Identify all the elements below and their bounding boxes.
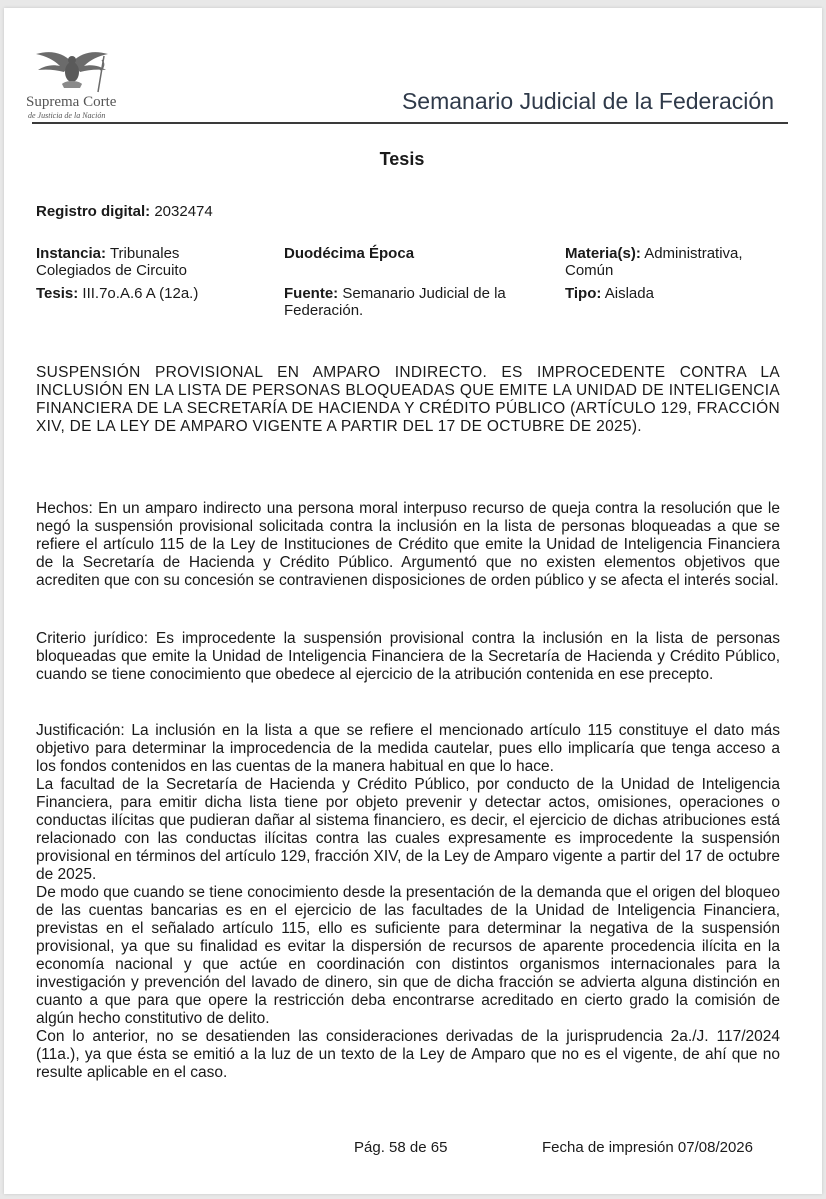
thesis-heading: SUSPENSIÓN PROVISIONAL EN AMPARO INDIRECTO. ES IMPROCEDENTE CONTRA LA INCLUSIÓN EN LA LISTA DE PERSONAS BLOQUEADAS QUE EMITE LA UNIDAD DE INTELIGENCIA FINANCIERA DE LA SECRETARÍA DE HACIENDA Y CRÉDITO PÚBLICO (ARTÍCULO 129, FRACCIÓN XIV, DE LA LEY DE AMPARO VIGENTE A PARTIR DEL 17 DE OCTUBRE DE 2025). xyxy=(36,364,780,435)
tesis-label: Tesis: xyxy=(36,285,79,302)
materia-label: Materia(s): xyxy=(565,245,641,262)
print-date: Fecha de impresión 07/08/2026 xyxy=(542,1139,753,1156)
epoca-field xyxy=(284,245,414,262)
instancia-field xyxy=(36,245,256,279)
paragraph-criterio: Criterio jurídico: Es improcedente la suspensión provisional contra la inclusión en la lista de personas bloqueadas que emite la Unidad de Inteligencia Financiera de la Secretaría de Hacienda y Crédito Público, cuando se tiene conocimiento que obedece al ejercicio de la atribución contenida en ese precepto. xyxy=(36,630,780,683)
paragraph-modo: De modo que cuando se tiene conocimiento desde la presentación de la demanda que el origen del bloqueo de las cuentas bancarias es en el ejercicio de las facultades de la Unidad de Inteligencia Financiera, previstas en el señalado artículo 115, ello es suficiente para determinar la negativa de la suspensión provisional, ya que su finalidad es evitar la dispersión de recursos de aparente procedencia ilícita en la economía nacional y que actúe en coordinación con distintos organismos internacionales para la investigación y prevención del lavado de dinero, sin que de dicha fracción se advierta alguna distinción en cuanto a que para que opere la restricción deba encontrarse acreditado en cierto grado la comisión de algún hecho constitutivo de delito. xyxy=(36,884,780,1027)
paragraph-conclusion: Con lo anterior, no se desatienden las consideraciones derivadas de la jurisprudencia 2a./J. 117/2024 (11a.), ya que ésta se emitió a la luz de un texto de la Ley de Amparo que no es el vigente, de ahí que no resulte aplicable en el caso. xyxy=(36,1028,780,1081)
page-number: Pág. 58 de 65 xyxy=(354,1139,448,1156)
materia-field xyxy=(565,245,795,279)
fuente-label: Fuente: xyxy=(284,285,339,302)
tipo-label: Tipo: xyxy=(565,285,602,302)
tipo-value: Aislada xyxy=(604,285,654,302)
document-page xyxy=(4,8,822,1194)
registro-field xyxy=(36,203,213,220)
tesis-value: III.7o.A.6 A (12a.) xyxy=(82,285,199,302)
materia-value: Administrativa, Común xyxy=(565,245,743,279)
scjn-logo xyxy=(26,48,126,128)
paragraph-facultad: La facultad de la Secretaría de Hacienda y Crédito Público, por conducto de la Unidad de Inteligencia Financiera, para emitir dicha lista tiene por objeto prevenir y detectar actos, omisiones, operaciones o conductas ilícitas que pudieran dañar al sistema financiero, es decir, el ejercicio de dichas atribuciones está relacionado con las conductas ilícitas contra las cuales expresamente es improcedente la suspensión provisional en términos del artículo 129, fracción XIV, de la Ley de Amparo vigente a partir del 17 de octubre de 2025. xyxy=(36,776,780,883)
registro-label: Registro digital: xyxy=(36,203,151,220)
registro-value: 2032474 xyxy=(154,203,213,220)
fuente-value: Semanario Judicial de la Federación. xyxy=(284,285,506,319)
fuente-field xyxy=(284,285,544,319)
page-title: Tesis xyxy=(379,149,425,169)
paragraph-hechos: Hechos: En un amparo indirecto una persona moral interpuso recurso de queja contra la resolución que le negó la suspensión provisional solicitada contra la inclusión en la lista de personas bloqueadas a que se refiere el artículo 115 de la Ley de Instituciones de Crédito que emite la Unidad de Inteligencia Financiera de la Secretaría de Hacienda y Crédito Público. Argumentó que no existen elementos objetivos que acrediten que con su concesión se contravienen disposiciones de orden público y se afecta el interés social. xyxy=(36,500,780,589)
instancia-label: Instancia: xyxy=(36,245,107,262)
publication-title: Semanario Judicial de la Federación xyxy=(401,88,774,114)
header-divider xyxy=(32,122,788,124)
logo-text: Suprema Corte xyxy=(26,94,117,110)
tesis-field xyxy=(36,285,198,302)
tipo-field xyxy=(565,285,654,302)
logo-subtext: de Justicia de la Nación xyxy=(28,111,106,120)
instancia-value: Tribunales Colegiados de Circuito xyxy=(36,245,187,279)
epoca-value: Duodécima Época xyxy=(284,245,415,262)
eagle-emblem-icon xyxy=(32,48,112,94)
paragraph-justificacion: Justificación: La inclusión en la lista a que se refiere el mencionado artículo 115 constituye el dato más objetivo para determinar la improcedencia de la medida cautelar, pues ello implicaría que tenga acceso a los fondos contenidos en las cuentas de la manera habitual en que lo hace. xyxy=(36,722,780,775)
